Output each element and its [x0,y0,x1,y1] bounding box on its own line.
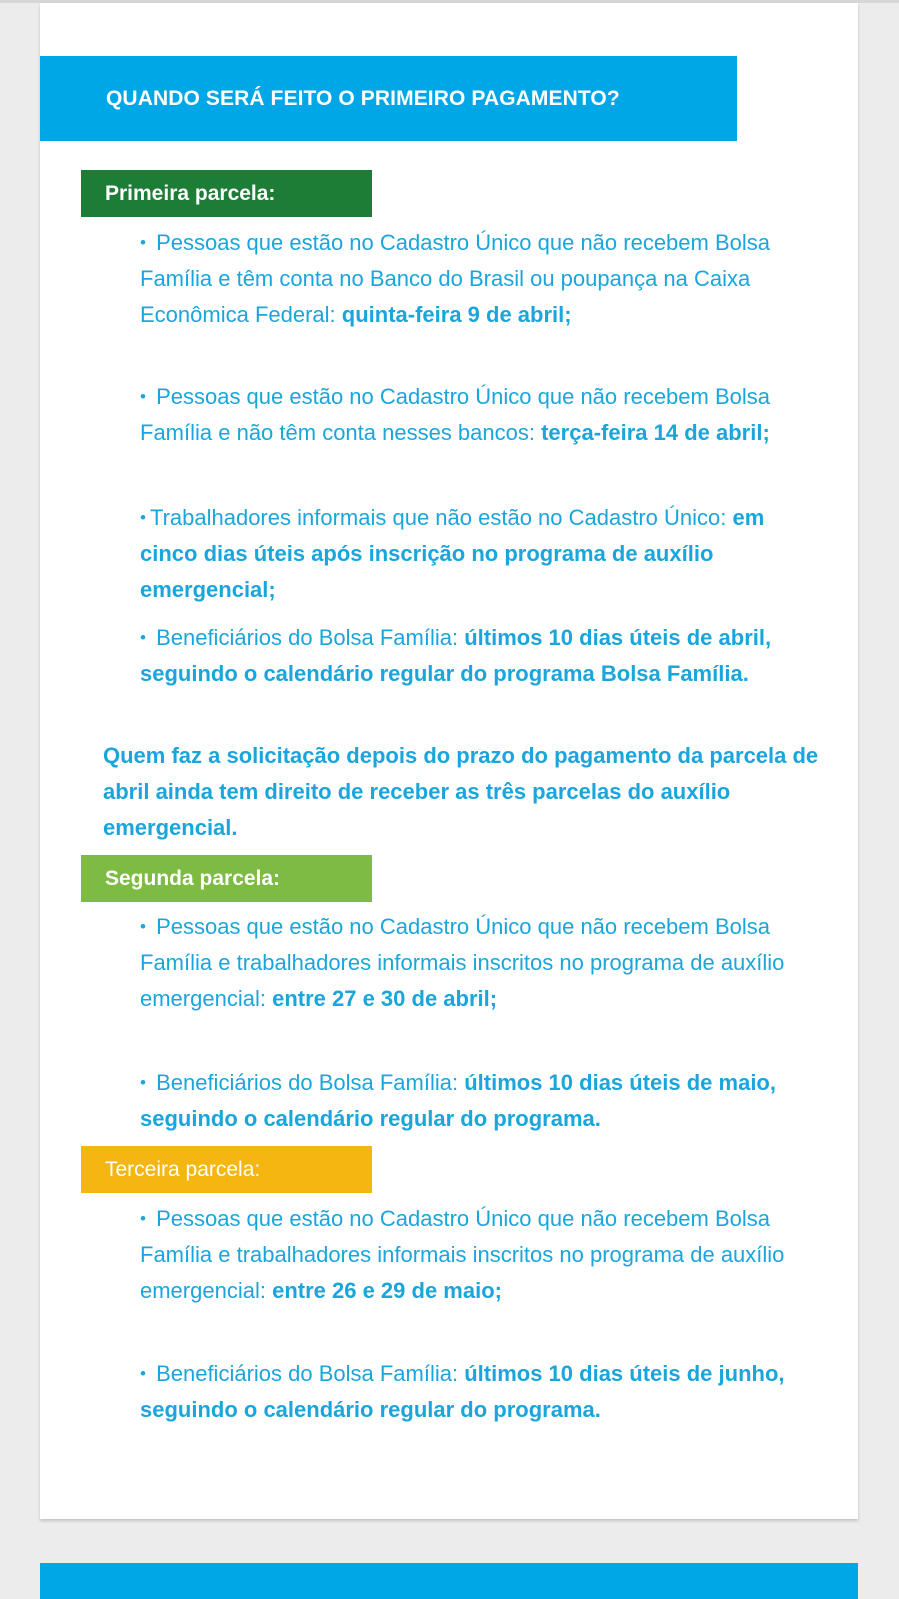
item-date: últimos 10 dias úteis de junho, seguindo o calendário regular do programa. [140,1361,785,1422]
bullet-icon: • [140,1209,146,1228]
list-item [140,909,820,1017]
item-text: Pessoas que estão no Cadastro Único que não recebem Bolsa Família e têm conta no Banco do Brasil ou poupança na Caixa Econômica Federal: [140,230,771,327]
section-label-segunda: Segunda parcela: [81,855,372,902]
item-text: Pessoas que estão no Cadastro Único que não recebem Bolsa Família e não têm conta nesses bancos: [140,384,771,445]
item-text: Beneficiários do Bolsa Família: [149,1070,465,1095]
item-text: Pessoas que estão no Cadastro Único que não recebem Bolsa Família e trabalhadores informais inscritos no programa de auxílio emergencial: [140,1206,785,1303]
page-title: QUANDO SERÁ FEITO O PRIMEIRO PAGAMENTO? [40,56,737,141]
item-text: Beneficiários do Bolsa Família: [149,1361,465,1386]
list-item [140,379,820,451]
bullet-icon: • [140,628,146,647]
bullet-icon: • [140,233,146,252]
item-date: entre 27 e 30 de abril; [272,986,498,1011]
item-date: últimos 10 dias úteis de maio, seguindo o calendário regular do programa. [140,1070,776,1131]
bullet-icon: • [140,1073,146,1092]
list-item [140,1356,820,1428]
item-text: Pessoas que estão no Cadastro Único que não recebem Bolsa Família e trabalhadores informais inscritos no programa de auxílio emergencial: [140,914,785,1011]
article-card [40,3,858,1519]
bullet-icon: • [140,387,146,406]
item-date: em cinco dias úteis após inscrição no programa de auxílio emergencial; [140,505,765,602]
section-label-primeira: Primeira parcela: [81,170,372,217]
bullet-icon: • [140,917,146,936]
list-item [140,1065,820,1137]
item-date: entre 26 e 29 de maio; [272,1278,502,1303]
section-label-terceira: Terceira parcela: [81,1146,372,1193]
list-item [140,225,820,333]
item-date: quinta-feira 9 de abril; [341,302,572,327]
next-card-banner [40,1563,858,1599]
list-item [140,1201,820,1309]
list-item [140,620,820,692]
note-text: Quem faz a solicitação depois do prazo do pagamento da parcela de abril ainda tem direito de receber as três parcelas do auxílio emergencial. [103,743,819,840]
bullet-icon: • [140,508,146,527]
list-item [140,500,820,608]
bullet-icon: • [140,1364,146,1383]
item-date: terça-feira 14 de abril; [541,420,770,445]
item-date: últimos 10 dias úteis de abril, seguindo o calendário regular do programa Bolsa Família. [140,625,772,686]
item-text: Beneficiários do Bolsa Família: [149,625,465,650]
item-text: Trabalhadores informais que não estão no Cadastro Único: [149,505,733,530]
